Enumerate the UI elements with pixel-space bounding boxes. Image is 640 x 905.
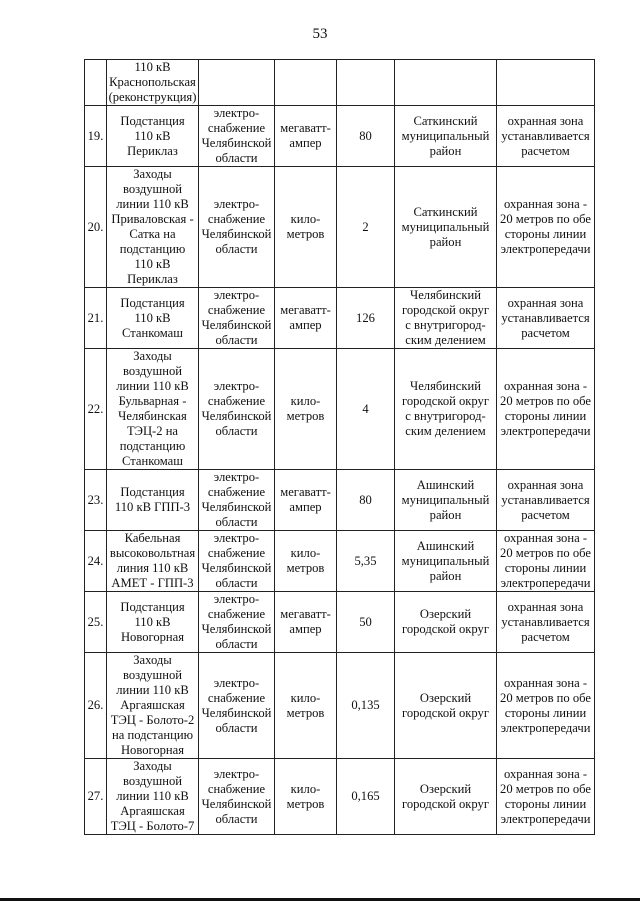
page-number: 53 xyxy=(312,26,328,42)
unit: мегаватт- ампер xyxy=(275,592,337,653)
table-row xyxy=(85,288,595,349)
location: Челябинский городской округ с внутригород- ским делением xyxy=(395,349,497,470)
object-name: Заходы воздушной линии 110 кВ Аргаяшская ТЭЦ - Болото-7 xyxy=(107,759,199,835)
row-number: 23. xyxy=(85,470,107,531)
table-row xyxy=(85,167,595,288)
unit: кило- метров xyxy=(275,531,337,592)
table-row xyxy=(85,470,595,531)
location: Озерский городской округ xyxy=(395,592,497,653)
zone: охранная зона - 20 метров по обе стороны линии электропередачи xyxy=(497,759,595,835)
unit: мегаватт- ампер xyxy=(275,106,337,167)
location: Челябинский городской округ с внутригород- ским делением xyxy=(395,288,497,349)
value: 80 xyxy=(337,106,395,167)
location: Саткинский муниципальный район xyxy=(395,167,497,288)
bottom-border xyxy=(0,898,640,901)
object-purpose xyxy=(199,60,275,106)
unit xyxy=(275,60,337,106)
zone: охранная зона устанавливается расчетом xyxy=(497,288,595,349)
zone: охранная зона - 20 метров по обе стороны линии электропередачи xyxy=(497,531,595,592)
zone xyxy=(497,60,595,106)
table-row xyxy=(85,592,595,653)
zone: охранная зона устанавливается расчетом xyxy=(497,470,595,531)
zone: охранная зона - 20 метров по обе стороны линии электропередачи xyxy=(497,167,595,288)
location: Ашинский муниципальный район xyxy=(395,470,497,531)
table-row xyxy=(85,531,595,592)
zone: охранная зона - 20 метров по обе стороны линии электропередачи xyxy=(497,349,595,470)
object-purpose: электро- снабжение Челябинской области xyxy=(199,106,275,167)
object-name: Подстанция 110 кВ Периклаз xyxy=(107,106,199,167)
object-name: Подстанция 110 кВ Новогорная xyxy=(107,592,199,653)
object-purpose: электро- снабжение Челябинской области xyxy=(199,653,275,759)
location: Озерский городской округ xyxy=(395,653,497,759)
object-name: Подстанция 110 кВ Станкомаш xyxy=(107,288,199,349)
unit: мегаватт- ампер xyxy=(275,288,337,349)
unit: мегаватт- ампер xyxy=(275,470,337,531)
object-name: Кабельная высоковольтная линия 110 кВ АМЕТ - ГПП-3 xyxy=(107,531,199,592)
zone: охранная зона устанавливается расчетом xyxy=(497,106,595,167)
object-purpose: электро- снабжение Челябинской области xyxy=(199,167,275,288)
object-name: Подстанция 110 кВ ГПП-3 xyxy=(107,470,199,531)
location: Саткинский муниципальный район xyxy=(395,106,497,167)
table-row-continuation xyxy=(85,60,595,106)
object-purpose: электро- снабжение Челябинской области xyxy=(199,759,275,835)
zone: охранная зона устанавливается расчетом xyxy=(497,592,595,653)
object-name: 110 кВ Краснопольская (реконструкция) xyxy=(107,60,199,106)
objects-table xyxy=(84,59,595,835)
table-row xyxy=(85,759,595,835)
unit: кило- метров xyxy=(275,653,337,759)
table-row xyxy=(85,349,595,470)
unit: кило- метров xyxy=(275,759,337,835)
location: Ашинский муниципальный район xyxy=(395,531,497,592)
row-number: 20. xyxy=(85,167,107,288)
value xyxy=(337,60,395,106)
row-number xyxy=(85,60,107,106)
location: Озерский городской округ xyxy=(395,759,497,835)
object-purpose: электро- снабжение Челябинской области xyxy=(199,349,275,470)
value: 50 xyxy=(337,592,395,653)
object-name: Заходы воздушной линии 110 кВ Бульварная - Челябинская ТЭЦ-2 на подстанцию Станкомаш xyxy=(107,349,199,470)
row-number: 26. xyxy=(85,653,107,759)
location xyxy=(395,60,497,106)
object-purpose: электро- снабжение Челябинской области xyxy=(199,592,275,653)
value: 0,135 xyxy=(337,653,395,759)
row-number: 24. xyxy=(85,531,107,592)
object-purpose: электро- снабжение Челябинской области xyxy=(199,288,275,349)
object-name: Заходы воздушной линии 110 кВ Аргаяшская ТЭЦ - Болото-2 на подстанцию Новогорная xyxy=(107,653,199,759)
value: 2 xyxy=(337,167,395,288)
object-purpose: электро- снабжение Челябинской области xyxy=(199,531,275,592)
object-name: Заходы воздушной линии 110 кВ Приваловская - Сатка на подстанцию 110 кВ Периклаз xyxy=(107,167,199,288)
table-row xyxy=(85,106,595,167)
row-number: 19. xyxy=(85,106,107,167)
value: 0,165 xyxy=(337,759,395,835)
table-row xyxy=(85,653,595,759)
value: 80 xyxy=(337,470,395,531)
row-number: 21. xyxy=(85,288,107,349)
value: 126 xyxy=(337,288,395,349)
unit: кило- метров xyxy=(275,167,337,288)
object-purpose: электро- снабжение Челябинской области xyxy=(199,470,275,531)
row-number: 27. xyxy=(85,759,107,835)
row-number: 22. xyxy=(85,349,107,470)
value: 4 xyxy=(337,349,395,470)
zone: охранная зона - 20 метров по обе стороны линии электропередачи xyxy=(497,653,595,759)
unit: кило- метров xyxy=(275,349,337,470)
row-number: 25. xyxy=(85,592,107,653)
value: 5,35 xyxy=(337,531,395,592)
